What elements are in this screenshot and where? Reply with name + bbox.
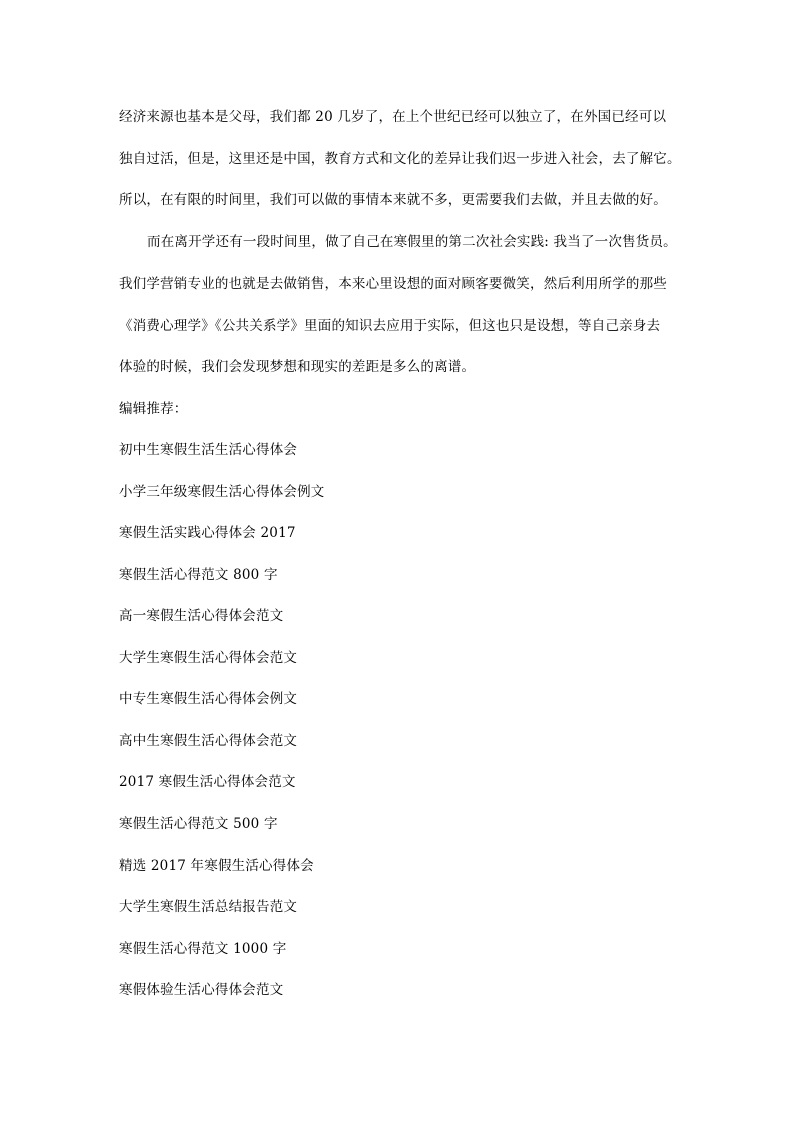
paragraph-line: 我们学营销专业的也就是去做销售，本来心里设想的面对顾客要微笑，然后利用所学的那些 (119, 276, 667, 292)
recommend-link[interactable]: 大学生寒假生活总结报告范文 (119, 899, 298, 915)
recommend-link[interactable]: 初中生寒假生活生活心得体会 (119, 442, 298, 458)
recommend-heading: 编辑推荐： (119, 401, 188, 417)
paragraph-line: 经济来源也基本是父母，我们都 20 几岁了，在上个世纪已经可以独立了，在外国已经可以 (119, 109, 667, 125)
recommend-link[interactable]: 寒假体验生活心得体会范文 (119, 982, 284, 998)
recommend-link[interactable]: 小学三年级寒假生活心得体会例文 (119, 484, 325, 500)
recommend-link[interactable]: 寒假生活心得范文 500 字 (119, 816, 278, 832)
paragraph-line: 所以，在有限的时间里，我们可以做的事情本来就不多，更需要我们去做，并且去做的好。 (119, 192, 667, 208)
paragraph-line: 独自过活，但是，这里还是中国，教育方式和文化的差异让我们迟一步进入社会，去了解它。 (119, 151, 681, 167)
recommend-link[interactable]: 高一寒假生活心得体会范文 (119, 608, 284, 624)
recommend-link[interactable]: 2017 寒假生活心得体会范文 (119, 774, 296, 790)
recommend-link[interactable]: 寒假生活心得范文 1000 字 (119, 941, 287, 957)
recommend-link[interactable]: 中专生寒假生活心得体会例文 (119, 691, 298, 707)
recommend-link[interactable]: 精选 2017 年寒假生活心得体会 (119, 858, 314, 874)
paragraph-line: 《消费心理学》《公共关系学》里面的知识去应用于实际，但这也只是设想，等自己亲身去 (119, 318, 661, 334)
recommend-link[interactable]: 寒假生活心得范文 800 字 (119, 567, 278, 583)
paragraph-line: 体验的时候，我们会发现梦想和现实的差距是多么的离谱。 (119, 359, 476, 375)
recommend-link[interactable]: 大学生寒假生活心得体会范文 (119, 650, 298, 666)
recommend-link[interactable]: 高中生寒假生活心得体会范文 (119, 733, 298, 749)
recommend-link[interactable]: 寒假生活实践心得体会 2017 (119, 525, 296, 541)
paragraph-line: 而在离开学还有一段时间里，做了自己在寒假里的第二次社会实践: 我当了一次售货员。 (147, 234, 677, 250)
